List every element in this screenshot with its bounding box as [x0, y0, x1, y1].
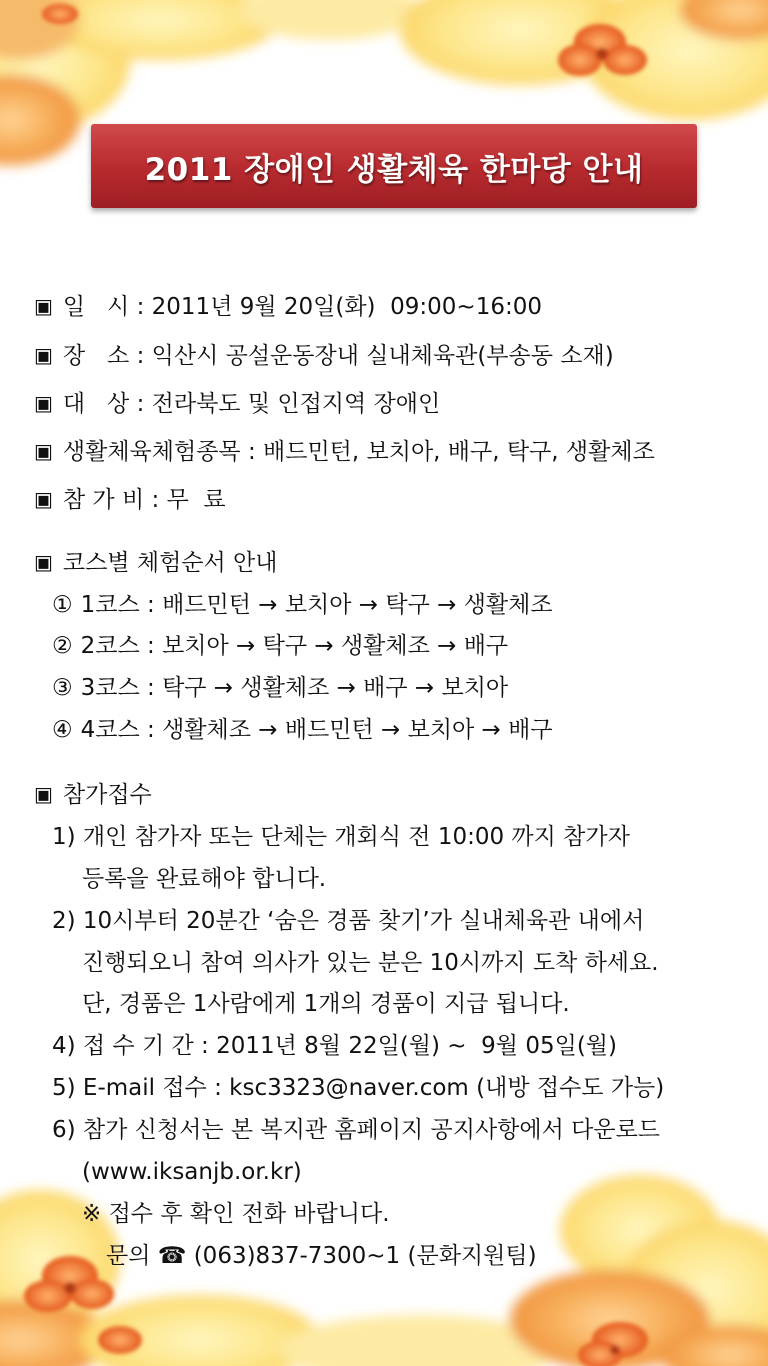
target-label: 대 상 : [62, 391, 145, 417]
target-value: 전라북도 및 인접지역 장애인 [151, 391, 441, 417]
bullet-square-icon: ▣ [34, 550, 53, 574]
info-place [34, 341, 614, 371]
date-label: 일 시 : [62, 294, 145, 320]
bullet-square-icon: ▣ [34, 782, 53, 806]
course-item [52, 590, 553, 620]
page-title: 2011 장애인 생활체육 한마당 안내 [144, 151, 644, 188]
bullet-square-icon: ▣ [34, 391, 53, 415]
registration-heading-text: 참가접수 [62, 782, 152, 808]
title-banner [91, 124, 697, 208]
course-text: 1코스 : 배드민턴 → 보치아 → 탁구 → 생활체조 [80, 592, 553, 618]
registration-line: (www.iksanjb.or.kr) [82, 1159, 302, 1185]
date-value: 2011년 9월 20일(화) 09:00~16:00 [151, 294, 542, 320]
course-item [52, 715, 553, 745]
registration-line: ※ 접수 후 확인 전화 바랍니다. [82, 1201, 390, 1227]
registration-line: 진행되오니 참여 의사가 있는 분은 10시까지 도착 하세요. [82, 950, 659, 976]
info-date [34, 292, 542, 322]
contact-line: 문의 ☎ (063)837-7300~1 (문화지원팀) [106, 1243, 537, 1269]
bullet-square-icon: ▣ [34, 294, 53, 318]
bullet-square-icon: ▣ [34, 487, 53, 511]
registration-line: 1) 개인 참가자 또는 단체는 개회식 전 10:00 까지 참가자 [52, 824, 630, 850]
registration-line: 등록을 완료해야 합니다. [82, 866, 327, 892]
bullet-square-icon: ▣ [34, 343, 53, 367]
course-text: 3코스 : 탁구 → 생활체조 → 배구 → 보치아 [80, 675, 509, 701]
courses-heading [34, 548, 278, 578]
info-target [34, 389, 440, 419]
registration-line: 단, 경품은 1사람에게 1개의 경품이 지급 됩니다. [82, 991, 570, 1017]
place-label: 장 소 : [62, 343, 145, 369]
fee-value: 무 료 [166, 487, 226, 513]
registration-line: 5) E-mail 접수 : ksc3323@naver.com (내방 접수도 가능) [52, 1075, 665, 1101]
info-fee [34, 485, 226, 515]
registration-line: 2) 10시부터 20분간 ‘숨은 경품 찾기’가 실내체육관 내에서 [52, 908, 645, 934]
circled-number-1: ① [52, 592, 73, 618]
fee-label: 참 가 비 : [62, 487, 160, 513]
course-item [52, 631, 508, 661]
info-events [34, 437, 655, 467]
registration-line: 6) 참가 신청서는 본 복지관 홈페이지 공지사항에서 다운로드 [52, 1117, 661, 1143]
course-text: 2코스 : 보치아 → 탁구 → 생활체조 → 배구 [80, 633, 509, 659]
events-label: 생활체육체험종목 : [62, 439, 256, 465]
registration-line: 4) 접 수 기 간 : 2011년 8월 22일(월) ~ 9월 05일(월) [52, 1033, 617, 1059]
bullet-square-icon: ▣ [34, 439, 53, 463]
circled-number-4: ④ [52, 717, 73, 743]
course-text: 4코스 : 생활체조 → 배드민턴 → 보치아 → 배구 [80, 717, 553, 743]
place-value: 익산시 공설운동장내 실내체육관(부송동 소재) [151, 343, 614, 369]
circled-number-3: ③ [52, 675, 73, 701]
registration-heading [34, 780, 152, 810]
course-item [52, 673, 508, 703]
courses-heading-text: 코스별 체험순서 안내 [62, 550, 278, 576]
events-value: 배드민턴, 보치아, 배구, 탁구, 생활체조 [263, 439, 655, 465]
circled-number-2: ② [52, 633, 73, 659]
